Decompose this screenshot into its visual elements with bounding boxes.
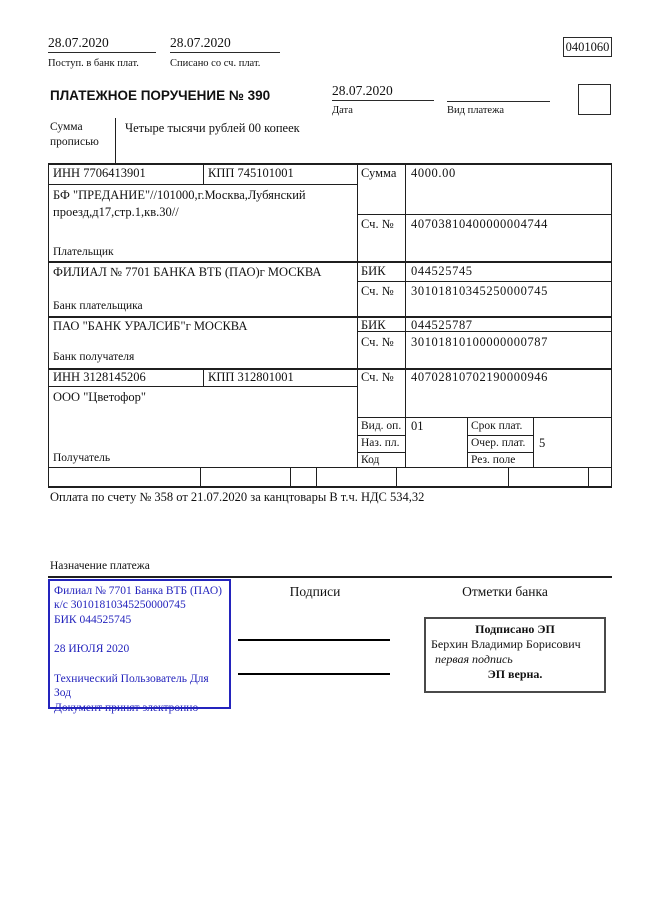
- payer-bank-label: Банк плательщика: [53, 300, 143, 312]
- table-line: [405, 163, 406, 467]
- due-date-label: Срок плат.: [471, 420, 523, 432]
- payer-kpp: КПП 745101001: [208, 166, 294, 180]
- signature-line-2: [238, 673, 390, 675]
- payee-account-label: Сч. №: [361, 370, 394, 384]
- table-line: [357, 417, 612, 418]
- table-line: [467, 417, 468, 467]
- payer-bank-account-label: Сч. №: [361, 284, 394, 298]
- debited-date-label: Списано со сч. плат.: [170, 58, 261, 69]
- payer-bank-bik-label: БИК: [361, 264, 386, 278]
- payee-label: Получатель: [53, 452, 111, 464]
- stamp-user-line1: Технический Пользователь Для: [54, 672, 209, 685]
- table-line: [200, 467, 201, 486]
- stamp-date: 28 ИЮЛЯ 2020: [54, 643, 130, 656]
- payment-type-box: [578, 84, 611, 115]
- payee-name: ООО "Цветофор": [53, 390, 146, 404]
- table-line: [588, 467, 589, 486]
- op-type-label: Вид. оп.: [361, 420, 402, 432]
- table-line: [508, 467, 509, 486]
- payment-type-label: Вид платежа: [447, 105, 505, 116]
- doc-date-field: [332, 83, 434, 101]
- reserve-field-label: Рез. поле: [471, 454, 516, 466]
- amount-words-value: Четыре тысячи рублей 00 копеек: [125, 121, 300, 135]
- payee-bank-bik-value: 044525787: [411, 318, 473, 332]
- esign-title: Подписано ЭП: [475, 622, 555, 636]
- payee-kpp: КПП 312801001: [208, 370, 294, 384]
- table-line: [48, 184, 357, 185]
- payee-bank-account-value: 30101810100000000787: [411, 335, 548, 349]
- payer-name-line1: БФ "ПРЕДАНИЕ"//101000,г.Москва,Лубянский: [53, 188, 306, 202]
- table-line: [357, 331, 612, 332]
- payer-bank-name: ФИЛИАЛ № 7701 БАНКА ВТБ (ПАО)г МОСКВА: [53, 265, 322, 279]
- op-type-value: 01: [411, 419, 424, 433]
- signature-line-1: [238, 639, 390, 641]
- amount-value: 4000.00: [411, 166, 456, 180]
- priority-label: Очер. плат.: [471, 437, 526, 449]
- debited-date-field: [170, 35, 280, 53]
- esign-type: первая подпись: [435, 652, 513, 666]
- table-line: [357, 163, 358, 467]
- priority-value: 5: [539, 436, 546, 450]
- table-line: [357, 452, 405, 453]
- received-date-field: [48, 35, 156, 53]
- payer-account-value: 40703810400000004744: [411, 217, 548, 231]
- table-line: [48, 163, 612, 165]
- payer-bank-account-value: 30101810345250000745: [411, 284, 548, 298]
- table-line: [48, 261, 612, 263]
- bank-stamp: [48, 579, 231, 714]
- payer-name-line2: проезд,д17,стр.1,кв.30//: [53, 205, 179, 219]
- table-line: [357, 281, 612, 282]
- table-line: [203, 368, 204, 386]
- table-line: [203, 163, 204, 184]
- payee-account-value: 40702810702190000946: [411, 370, 548, 384]
- esign-verified: ЭП верна.: [487, 667, 543, 681]
- payment-purpose-text: Оплата по счету № 358 от 21.07.2020 за канцтовары В т.ч. НДС 534,32: [50, 490, 425, 504]
- payer-bank-bik-value: 044525745: [411, 264, 473, 278]
- payee-bank-account-label: Сч. №: [361, 335, 394, 349]
- form-code: 0401060: [565, 40, 610, 54]
- divider-line: [115, 118, 116, 163]
- table-line: [467, 452, 533, 453]
- payee-bank-label: Банк получателя: [53, 351, 135, 363]
- payer-label: Плательщик: [53, 246, 114, 258]
- table-line: [533, 417, 534, 467]
- esign-name: Берхин Владимир Борисович: [431, 637, 581, 651]
- payment-type-field: [447, 83, 550, 102]
- signatures-heading: Подписи: [289, 584, 341, 599]
- stamp-branch: Филиал № 7701 Банка ВТБ (ПАО): [54, 585, 222, 597]
- table-line: [467, 435, 533, 436]
- stamp-accepted: Документ принят электронно: [54, 701, 199, 714]
- table-line: [357, 435, 405, 436]
- doc-date-label: Дата: [332, 105, 353, 116]
- table-line: [48, 316, 612, 318]
- table-line: [357, 214, 612, 215]
- table-line: [316, 467, 317, 486]
- table-line: [396, 467, 397, 486]
- table-line: [611, 163, 612, 487]
- received-date-label: Поступ. в банк плат.: [48, 58, 139, 69]
- purpose-code-label: Наз. пл.: [361, 437, 400, 449]
- section-line: [48, 576, 612, 578]
- document-title: ПЛАТЕЖНОЕ ПОРУЧЕНИЕ № 390: [50, 88, 271, 103]
- amount-label: Сумма: [361, 166, 397, 180]
- stamp-corr-account: к/с 30101810345250000745: [54, 599, 186, 612]
- received-date: 28.07.2020: [48, 35, 109, 50]
- bank-marks-heading: Отметки банка: [462, 584, 548, 599]
- payment-purpose-label: Назначение платежа: [50, 560, 150, 572]
- amount-words-label: Сумма прописью: [50, 121, 99, 148]
- esign-box: [424, 617, 606, 693]
- doc-date: 28.07.2020: [332, 83, 393, 98]
- table-line: [48, 486, 612, 488]
- table-line: [48, 163, 49, 487]
- payer-inn: ИНН 7706413901: [53, 166, 146, 180]
- payer-account-label: Сч. №: [361, 217, 394, 231]
- table-line: [48, 467, 612, 468]
- table-line: [48, 386, 357, 387]
- payee-inn: ИНН 3128145206: [53, 370, 146, 384]
- form-code-box: [563, 37, 612, 57]
- table-line: [290, 467, 291, 486]
- payee-bank-name: ПАО "БАНК УРАЛСИБ"г МОСКВА: [53, 319, 248, 333]
- code-label: Код: [361, 454, 380, 466]
- debited-date: 28.07.2020: [170, 35, 231, 50]
- stamp-user-line2: Зод: [54, 687, 72, 700]
- payee-bank-bik-label: БИК: [361, 318, 386, 332]
- stamp-bik: БИК 044525745: [54, 613, 132, 626]
